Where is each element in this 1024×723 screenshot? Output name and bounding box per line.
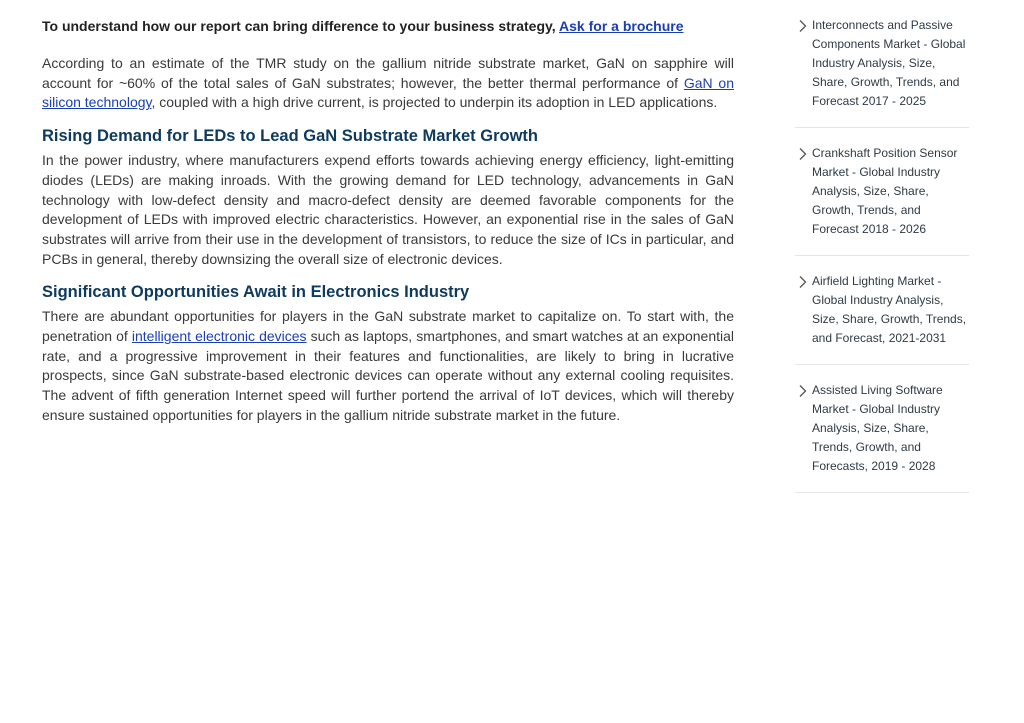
related-report-item-2[interactable] [795, 144, 969, 256]
related-report-label: Interconnects and Passive Components Market - Global Industry Analysis, Size, Share, Growth, Trends, and Forecast 2017 - 2025 [812, 18, 966, 108]
brochure-cta [42, 16, 734, 36]
intelligent-devices-link[interactable]: intelligent electronic devices [131, 328, 307, 345]
chevron-right-icon [795, 146, 811, 162]
chevron-right-icon [795, 18, 811, 34]
related-report-label: Assisted Living Software Market - Global Industry Analysis, Size, Share, Trends, Growth, and Forecasts, 2019 - 2028 [812, 383, 943, 473]
section-body-electronics [42, 307, 734, 425]
related-report-item-4[interactable] [795, 381, 969, 493]
section-heading-electronics: Significant Opportunities Await in Electronics Industry [42, 283, 470, 302]
gan-on-silicon-link[interactable]: GaN on silicon technology [42, 74, 734, 111]
intro-text-after: , coupled with a high drive current, is projected to underpin its adoption in LED applications. [151, 94, 718, 111]
related-report-item-1[interactable] [795, 16, 969, 128]
section-body-leds: In the power industry, where manufacturers expend efforts towards achieving energy efficiency, light-emitting diodes (LEDs) are making inroads. With the growing demand for LED technology, advancements in GaN technology with low-defect density and macro-defect density are deemed favorable components for the development of LEDs with improved electric characteristics. However, an exponential rise in the sales of GaN substrates will arrive from their use in the development of transistors, to reduce the size of ICs in particular, and PCBs in general, thereby downsizing the overall size of electronic devices. [42, 152, 734, 267]
electronics-text-after: such as laptops, smartphones, and smart watches at an exponential rate, and a progressive improvement in their features and functionalities, are likely to bring in lucrative prospects, since GaN substrate-based electronic devices can operate without any external cooling requisites. The advent of fifth generation Internet speed will further portend the arrival of IoT devices, which will thereby ensure sustained opportunities for players in the gallium nitride substrate market in the future. [42, 328, 734, 423]
related-reports-sidebar [795, 16, 969, 509]
article-content [42, 16, 734, 436]
related-report-label: Airfield Lighting Market - Global Industry Analysis, Size, Share, Growth, Trends, and Forecast, 2021-2031 [812, 274, 967, 345]
chevron-right-icon [795, 383, 811, 399]
brochure-cta-text: To understand how our report can bring difference to your business strategy, [42, 18, 560, 34]
related-report-item-3[interactable] [795, 272, 969, 365]
intro-text-before: According to an estimate of the TMR study on the gallium nitride substrate market, GaN on sapphire will account for ~60% of the total sales of GaN substrates; however, the better thermal performance of [42, 55, 734, 91]
intro-paragraph [42, 54, 734, 113]
ask-brochure-link[interactable]: Ask for a brochure [559, 18, 684, 34]
related-report-label: Crankshaft Position Sensor Market - Global Industry Analysis, Size, Share, Growth, Trends, and Forecast 2018 - 2026 [812, 146, 958, 236]
section-heading-leds: Rising Demand for LEDs to Lead GaN Substrate Market Growth [42, 127, 538, 146]
chevron-right-icon [795, 274, 811, 290]
electronics-text-before: There are abundant opportunities for players in the GaN substrate market to capitalize on. To start with, the penetration of [42, 308, 734, 345]
